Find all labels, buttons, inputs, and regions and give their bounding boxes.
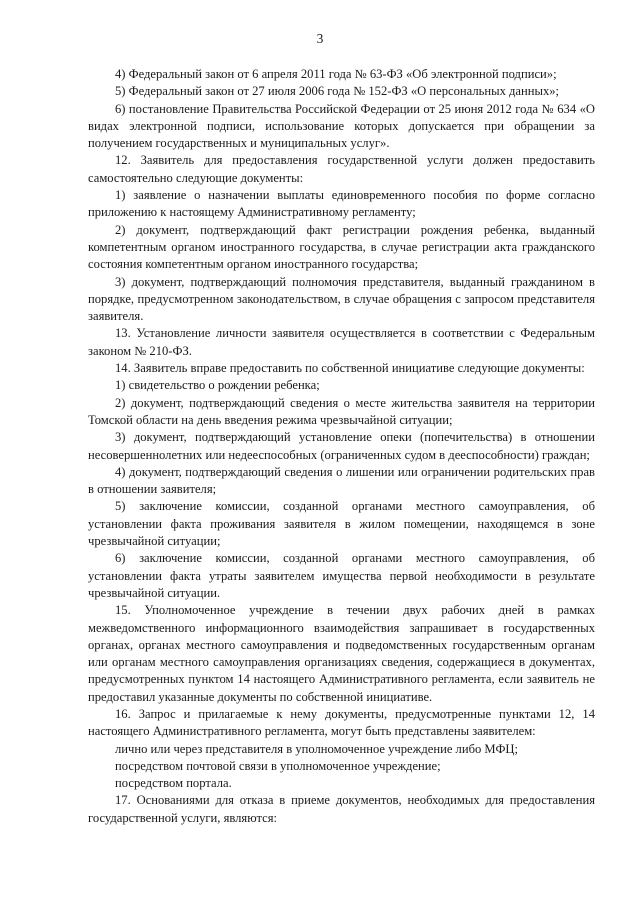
paragraph: 12. Заявитель для предоставления государственной услуги должен предоставить самостоятельно следующие документы: <box>88 153 595 185</box>
paragraph: 5) Федеральный закон от 27 июля 2006 года № 152-ФЗ «О персональных данных»; <box>115 84 560 99</box>
paragraph: 4) документ, подтверждающий сведения о лишении или ограничении родительских прав в отношении заявителя; <box>88 464 595 497</box>
paragraph: 1) заявление о назначении выплаты единовременного пособия по форме согласно приложению к настоящему Административному регламенту; <box>88 188 595 220</box>
paragraph: 14. Заявитель вправе предоставить по собственной инициативе следующие документы: <box>115 361 585 376</box>
paragraph: 4) Федеральный закон от 6 апреля 2011 года № 63-ФЗ «Об электронной подписи»; <box>115 67 557 81</box>
paragraph: 13. Установление личности заявителя осуществляется в соответствии с Федеральным законом № 210-ФЗ. <box>88 326 595 358</box>
page-number: 3 <box>316 31 324 46</box>
paragraph: 2) документ, подтверждающий факт регистрации рождения ребенка, выданный компетентным органом иностранного государства, в случае регистрации акта гражданского состояния компетентным органом иностранного государства; <box>88 222 595 272</box>
paragraph: 5) заключение комиссии, созданной органами местного самоуправления, об установлении факта проживания заявителя в жилом помещении, находящемся в зоне чрезвычайной ситуации; <box>88 499 595 549</box>
paragraph: 3) документ, подтверждающий установление опеки (попечительства) в отношении несовершеннолетних или недееспособных (ограниченных судом в дееспособности) граждан; <box>88 430 595 462</box>
paragraph: 16. Запрос и прилагаемые к нему документы, предусмотренные пунктами 12, 14 настоящего Административного регламента, могут быть представлены заявителем: <box>88 706 595 739</box>
paragraph: 17. Основаниями для отказа в приеме документов, необходимых для предоставления государственной услуги, являются: <box>88 793 595 825</box>
paragraph: посредством почтовой связи в уполномоченное учреждение; <box>115 758 441 773</box>
paragraph: лично или через представителя в уполномоченное учреждение либо МФЦ; <box>115 741 519 756</box>
paragraph: 6) постановление Правительства Российской Федерации от 25 июня 2012 года № 634 «О видах электронной подписи, использование которых допускается при обращении за получением государственных и муниципальных услуг». <box>88 101 595 151</box>
document-body <box>88 66 595 827</box>
paragraph: 15. Уполномоченное учреждение в течении двух рабочих дней в рамках межведомственного информационного взаимодействия запрашивает в государственных органах, органах местного самоуправления и подведомственных государственным органам или органам местного самоуправления организациях сведения, содержащиеся в документах, предусмотренных пунктом 14 настоящего Административного регламента, если заявитель не предоставил указанные документы по собственной инициативе. <box>88 603 595 704</box>
paragraph: 3) документ, подтверждающий полномочия представителя, выданный гражданином в порядке, предусмотренном законодательством, в случае обращения с запросом представителя заявителя. <box>88 274 595 324</box>
paragraph: 1) свидетельство о рождении ребенка; <box>115 378 320 393</box>
paragraph: посредством портала. <box>115 776 232 791</box>
paragraph: 2) документ, подтверждающий сведения о месте жительства заявителя на территории Томской области на день введения режима чрезвычайной ситуации; <box>88 395 595 427</box>
paragraph: 6) заключение комиссии, созданной органами местного самоуправления, об установлении факта утраты заявителем имущества первой необходимости в результате чрезвычайной ситуации. <box>88 551 595 600</box>
